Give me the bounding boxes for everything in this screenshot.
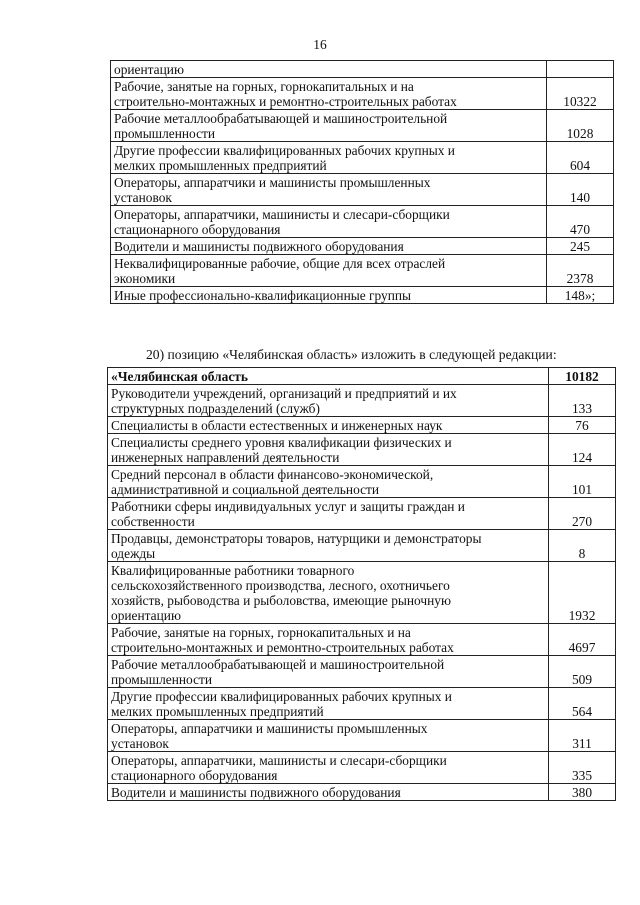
row-value: 470 [547,206,614,238]
row-value: 4697 [549,624,616,656]
row-value: 509 [549,656,616,688]
row-name: Рабочие, занятые на горных, горнокапитальных и на строительно-монтажных и ремонтно-строительных работах [111,78,547,110]
row-name: Другие профессии квалифицированных рабочих крупных и мелких промышленных предприятий [108,688,549,720]
table-row [108,434,616,466]
row-name: Иные профессионально-квалификационные группы [111,287,547,304]
table-header-row [108,368,616,385]
table-row [108,688,616,720]
row-value: 76 [549,417,616,434]
table-row [111,206,614,238]
row-name: Рабочие, занятые на горных, горнокапитальных и на строительно-монтажных и ремонтно-строительных работах [108,624,549,656]
table-row [111,110,614,142]
table-row [108,784,616,801]
row-value: 564 [549,688,616,720]
table-row [111,174,614,206]
row-name: Неквалифицированные рабочие, общие для всех отраслей экономики [111,255,547,287]
row-value: 101 [549,466,616,498]
row-name: Руководители учреждений, организаций и предприятий и их структурных подразделений (служб) [108,385,549,417]
chelyabinsk-region-table [107,367,616,801]
row-value: 311 [549,720,616,752]
row-name: Работники сферы индивидуальных услуг и защиты граждан и собственности [108,498,549,530]
table-row [108,498,616,530]
row-value: 124 [549,434,616,466]
row-value: 1028 [547,110,614,142]
row-name: Водители и машинисты подвижного оборудования [108,784,549,801]
table-row [111,287,614,304]
row-value: 1932 [549,562,616,624]
table-row [108,530,616,562]
row-value: 8 [549,530,616,562]
row-value [547,61,614,78]
occupation-table-continued [110,60,614,304]
row-name: Средний персонал в области финансово-экономической, административной и социальной деятельности [108,466,549,498]
table-row [111,78,614,110]
region-name: «Челябинская область [108,368,549,385]
row-name: Специалисты в области естественных и инженерных наук [108,417,549,434]
row-name: Водители и машинисты подвижного оборудования [111,238,547,255]
row-value: 335 [549,752,616,784]
row-value: 10322 [547,78,614,110]
row-value: 140 [547,174,614,206]
row-value: 133 [549,385,616,417]
table-body [108,368,616,801]
row-value: 245 [547,238,614,255]
table-row [111,238,614,255]
table-row [108,466,616,498]
table-row [108,720,616,752]
row-value: 2378 [547,255,614,287]
row-name: Операторы, аппаратчики, машинисты и слесари-сборщики стационарного оборудования [108,752,549,784]
table-row [108,417,616,434]
table-row [108,752,616,784]
row-value: 270 [549,498,616,530]
row-name: Операторы, аппаратчики и машинисты промышленных установок [111,174,547,206]
row-name: Операторы, аппаратчики, машинисты и слесари-сборщики стационарного оборудования [111,206,547,238]
row-value: 148»; [547,287,614,304]
table-row [108,385,616,417]
row-name: ориентацию [111,61,547,78]
table-row [111,142,614,174]
row-name: Другие профессии квалифицированных рабочих крупных и мелких промышленных предприятий [111,142,547,174]
row-name: Продавцы, демонстраторы товаров, натурщики и демонстраторы одежды [108,530,549,562]
row-value: 380 [549,784,616,801]
table-row [108,656,616,688]
row-name: Рабочие металлообрабатывающей и машиностроительной промышленности [111,110,547,142]
table-row [111,61,614,78]
row-name: Специалисты среднего уровня квалификации физических и инженерных направлений деятельности [108,434,549,466]
row-name: Квалифицированные работники товарного сельскохозяйственного производства, лесного, охотничьего хозяйств, рыбоводства и рыболовства, имеющие рыночную ориентацию [108,562,549,624]
row-value: 604 [547,142,614,174]
row-name: Рабочие металлообрабатывающей и машиностроительной промышленности [108,656,549,688]
region-total: 10182 [549,368,616,385]
table-row [108,562,616,624]
amendment-intro-text: 20) позицию «Челябинская область» изложить в следующей редакции: [146,347,557,362]
table-body [111,61,614,304]
table-row [111,255,614,287]
page-number: 16 [313,37,327,52]
row-name: Операторы, аппаратчики и машинисты промышленных установок [108,720,549,752]
table-row [108,624,616,656]
